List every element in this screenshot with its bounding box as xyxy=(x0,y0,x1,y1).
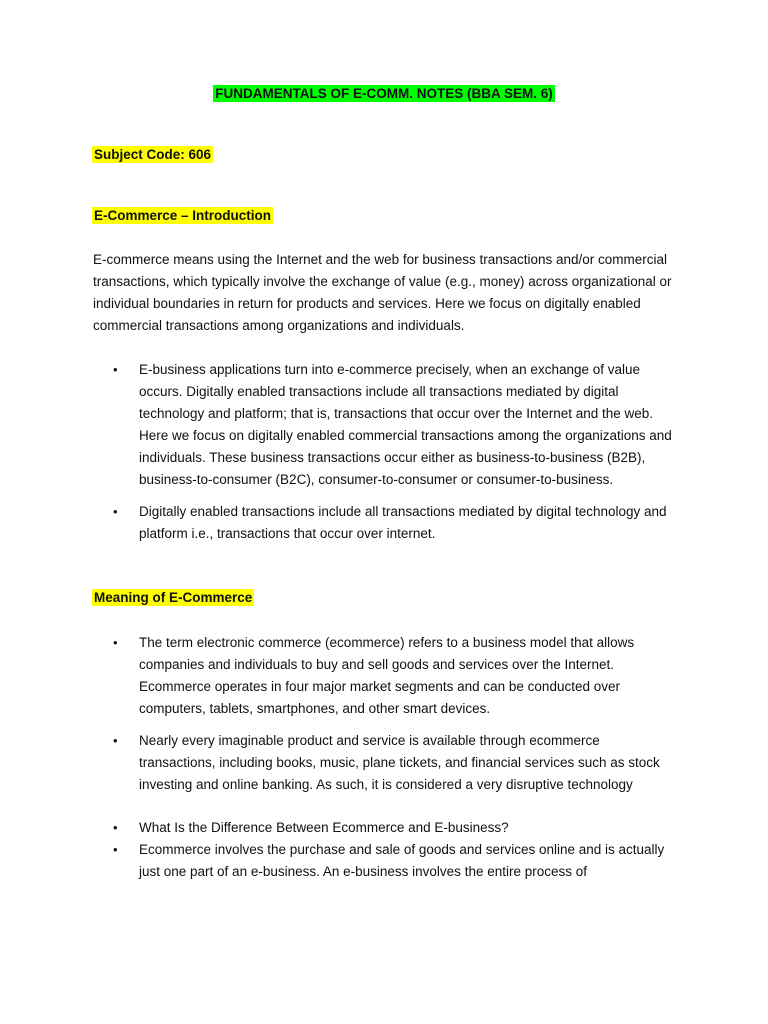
bullet-text: The term electronic commerce (ecommerce) refers to a business model that allows companies and individuals to buy and sell goods and services over the Internet. Ecommerce operates in four major market segments and can be conducted over computers, tablets, smartphones, and other smart devices. xyxy=(139,635,635,716)
bullet-text: What Is the Difference Between Ecommerce and E-business? xyxy=(139,820,509,835)
meaning-heading: Meaning of E-Commerce xyxy=(94,590,253,605)
bullet-icon: • xyxy=(113,820,118,835)
bullet-text: Ecommerce involves the purchase and sale of goods and services online and is actually just one part of an e-business. An e-business involves the entire process of xyxy=(139,842,665,879)
list-item xyxy=(0,632,679,720)
list-item xyxy=(0,501,679,545)
list-item xyxy=(0,730,679,796)
subject-code: Subject Code: 606 xyxy=(94,147,212,162)
list-item xyxy=(0,817,679,839)
list-item xyxy=(0,839,679,883)
intro-heading-row xyxy=(92,208,273,223)
subject-code-row xyxy=(92,147,213,162)
bullet-icon: • xyxy=(113,842,118,857)
bullet-icon: • xyxy=(113,362,118,377)
bullet-icon: • xyxy=(113,504,118,519)
list-item xyxy=(0,359,679,491)
meaning-heading-row xyxy=(92,590,254,605)
bullet-text: Nearly every imaginable product and service is available through ecommerce transactions, including books, music, plane tickets, and financial services such as stock investing and online banking. As such, it is considered a very disruptive technology xyxy=(139,733,660,792)
bullet-text: E-business applications turn into e-commerce precisely, when an exchange of value occurs. Digitally enabled transactions include all transactions mediated by digital technology and platform; that is, transactions that occur over the Internet and the web. Here we focus on digitally enabled commercial transactions among the organizations and individuals. These business transactions occur either as business-to-business (B2B), business-to-consumer (B2C), consumer-to-consumer or consumer-to-business. xyxy=(139,362,672,487)
title-row xyxy=(0,86,768,101)
intro-paragraph: E-commerce means using the Internet and the web for business transactions and/or commercial transactions, which typically involve the exchange of value (e.g., money) across organizational or individual boundaries in return for products and services. Here we focus on digitally enabled commercial transactions among organizations and individuals. xyxy=(93,252,672,333)
intro-bullet-list xyxy=(0,359,768,545)
bullet-text: Digitally enabled transactions include all transactions mediated by digital technology and platform i.e., transactions that occur over internet. xyxy=(139,504,667,541)
document-title: FUNDAMENTALS OF E-COMM. NOTES (BBA SEM. 6) xyxy=(215,86,553,101)
bullet-icon: • xyxy=(113,635,118,650)
meaning-bullet-list xyxy=(0,632,768,883)
bullet-icon: • xyxy=(113,733,118,748)
intro-heading: E-Commerce – Introduction xyxy=(94,208,272,223)
